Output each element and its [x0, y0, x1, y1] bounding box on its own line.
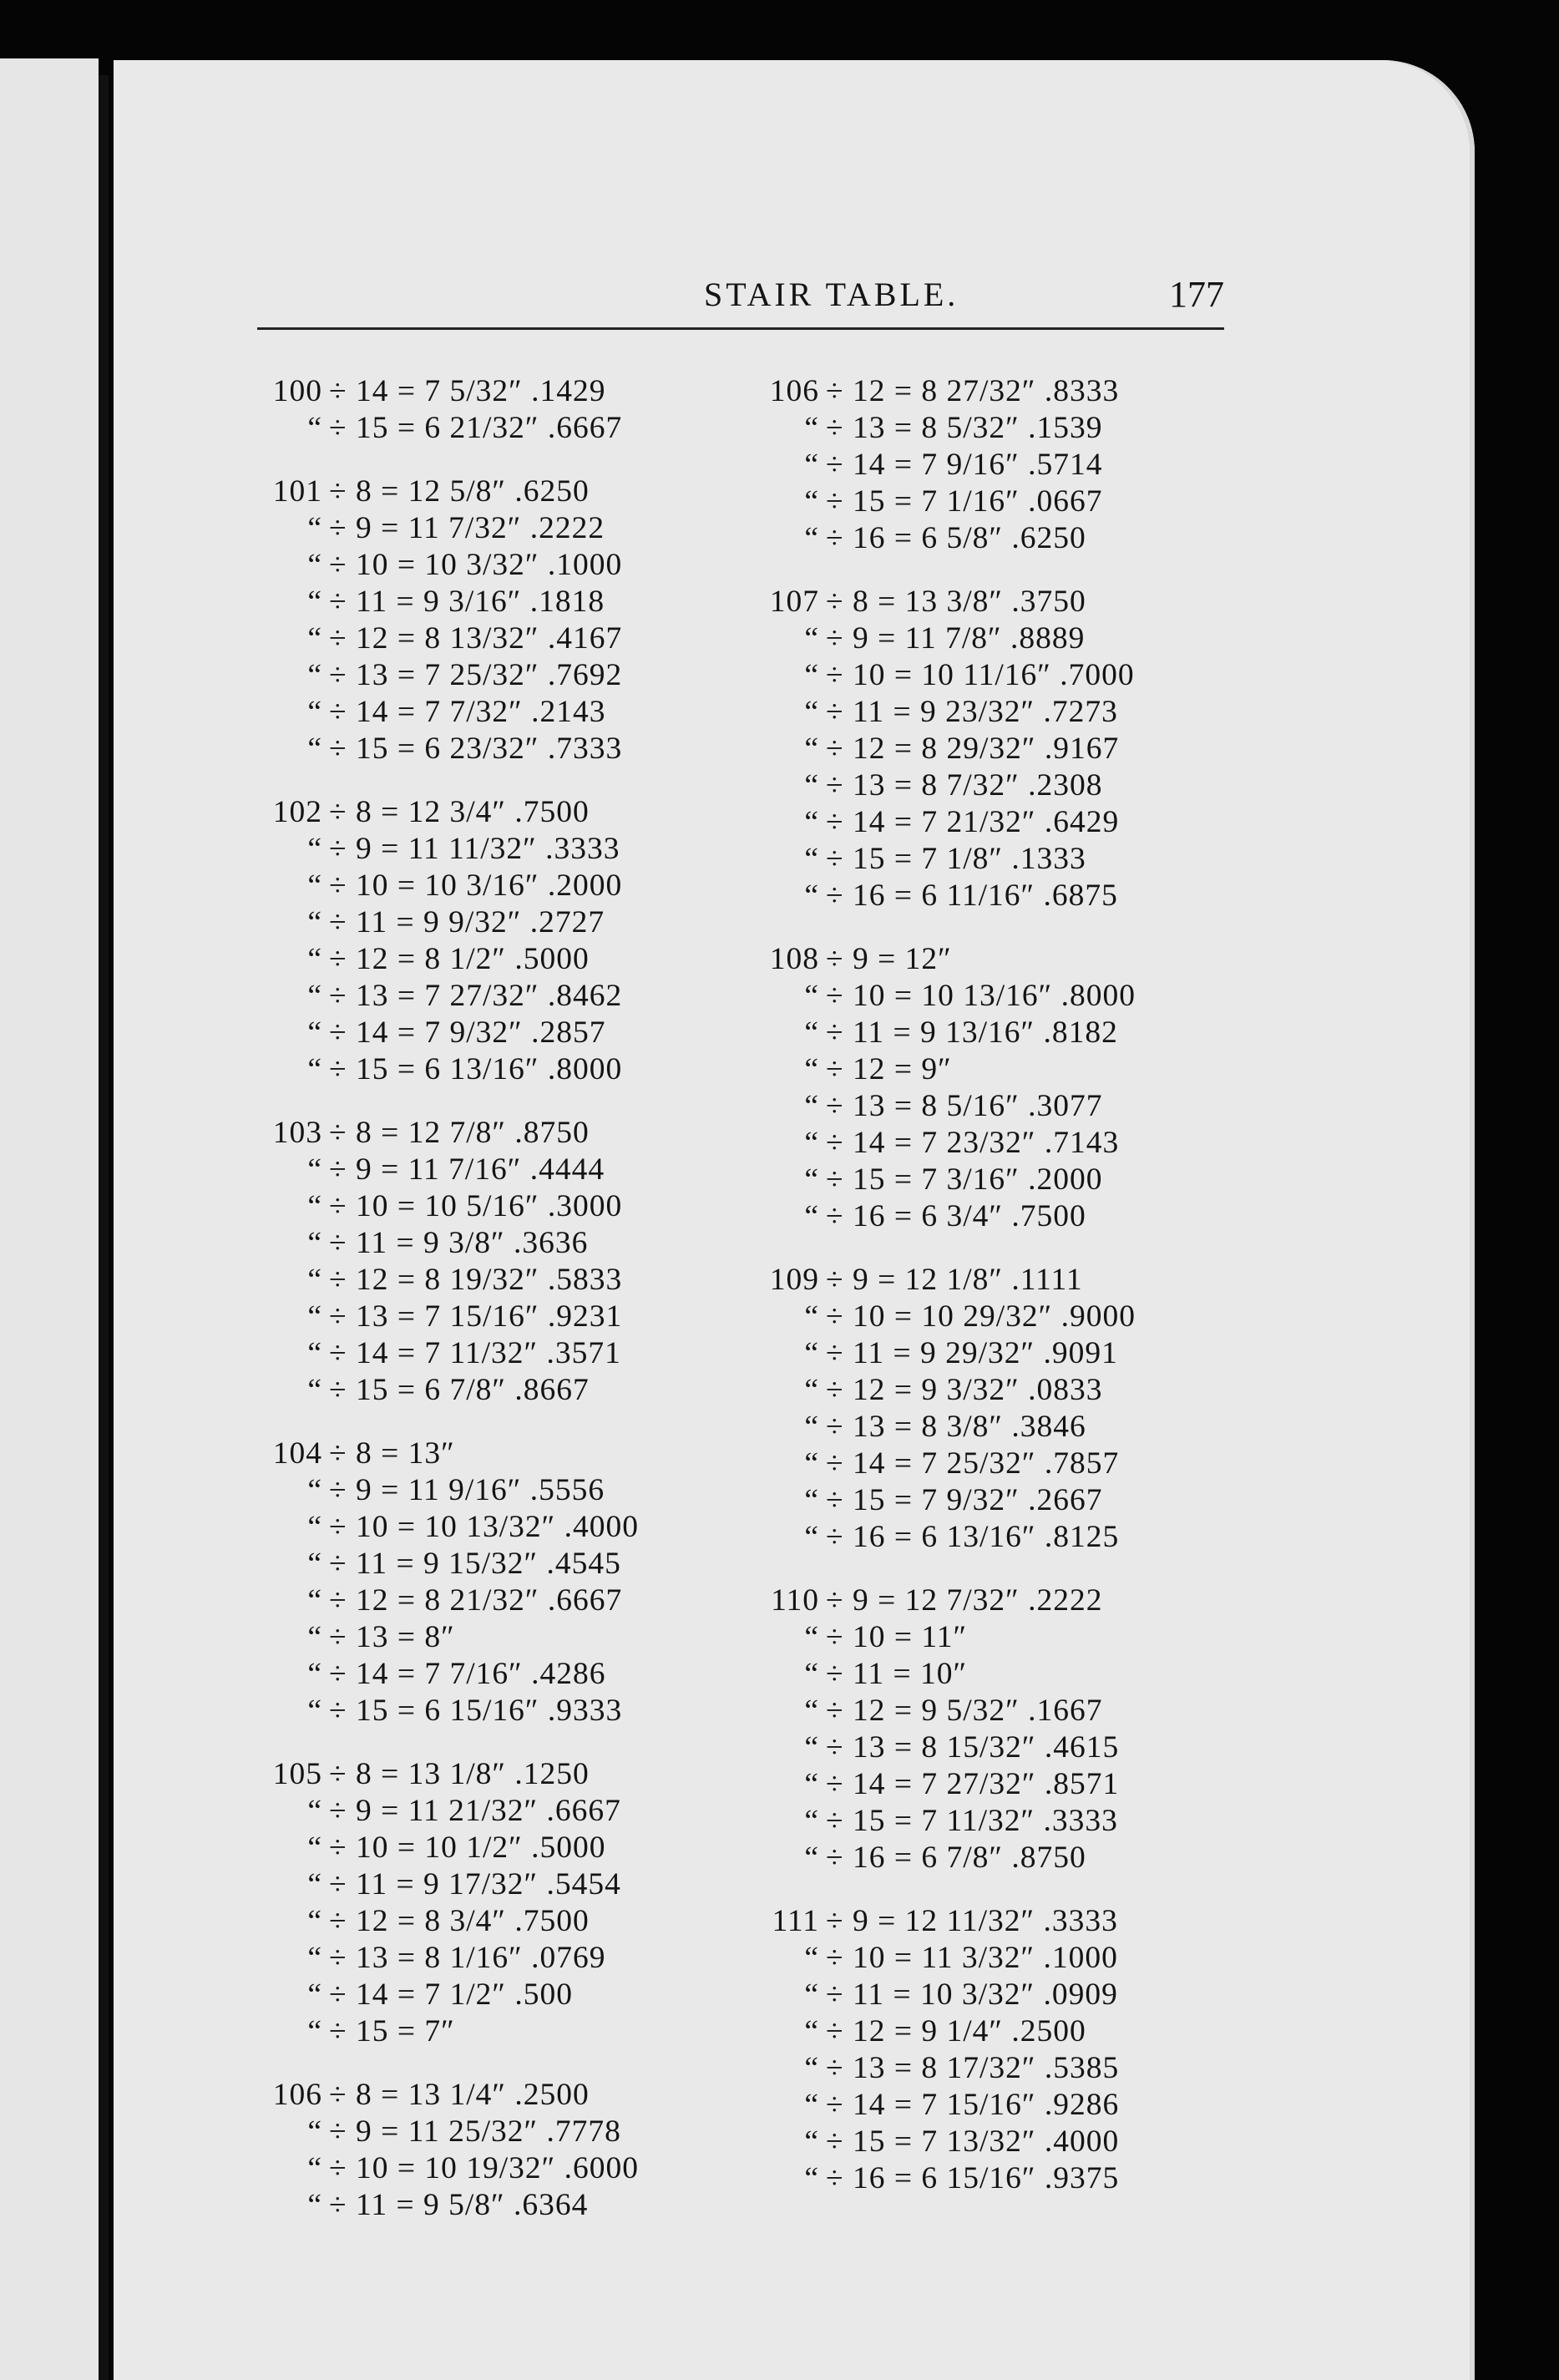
row-lead: “	[307, 1694, 322, 1728]
row-equation: ÷ 15 = 6 21/32″ .6667	[329, 411, 623, 445]
table-row	[257, 794, 767, 831]
row-equation: ÷ 14 = 7 25/32″ .7857	[826, 1446, 1120, 1481]
table-row	[257, 904, 767, 941]
page-number: 177	[1169, 274, 1224, 315]
row-equation: ÷ 9 = 12 7/32″ .2222	[826, 1583, 1103, 1618]
row-equation: ÷ 15 = 7 3/16″ .2000	[826, 1162, 1103, 1197]
table-row	[754, 2087, 1263, 2124]
row-lead: “	[307, 585, 322, 619]
row-equation: ÷ 9 = 11 11/32″ .3333	[329, 832, 620, 866]
row-lead: 105	[272, 1757, 322, 1791]
row-equation: ÷ 16 = 6 5/8″ .6250	[826, 521, 1086, 555]
table-row	[257, 1262, 767, 1299]
row-lead: “	[307, 1547, 322, 1581]
row-equation: ÷ 13 = 8 5/32″ .1539	[826, 411, 1103, 445]
table-group	[754, 584, 1263, 914]
table-row	[754, 373, 1263, 410]
table-row	[257, 1225, 767, 1262]
row-lead: “	[307, 1831, 322, 1865]
row-lead: “	[307, 658, 322, 692]
row-equation: ÷ 15 = 6 23/32″ .7333	[329, 732, 623, 766]
table-row	[754, 1088, 1263, 1125]
row-lead: 104	[272, 1436, 322, 1471]
table-row	[754, 447, 1263, 484]
row-equation: ÷ 14 = 7 7/16″ .4286	[329, 1657, 606, 1691]
row-equation: ÷ 10 = 10 29/32″ .9000	[826, 1299, 1136, 1334]
table-row	[257, 694, 767, 731]
row-lead: “	[804, 484, 819, 519]
row-equation: ÷ 10 = 10 1/2″ .5000	[329, 1831, 606, 1865]
row-lead: “	[804, 1336, 819, 1370]
row-lead: “	[804, 1730, 819, 1765]
row-equation: ÷ 9 = 12 11/32″ .3333	[826, 1904, 1118, 1938]
table-row	[754, 1766, 1263, 1803]
row-lead: 107	[769, 585, 819, 619]
row-lead: “	[804, 2051, 819, 2085]
previous-page-edge	[0, 58, 99, 2380]
row-lead: “	[804, 1804, 819, 1838]
row-lead: “	[804, 621, 819, 656]
table-row	[257, 1472, 767, 1509]
table-row	[257, 410, 767, 447]
row-equation: ÷ 11 = 9 17/32″ .5454	[329, 1867, 621, 1901]
table-row	[754, 1015, 1263, 1051]
row-lead: “	[804, 2124, 819, 2159]
row-lead: “	[804, 1483, 819, 1517]
row-equation: ÷ 10 = 10 19/32″ .6000	[329, 2151, 640, 2185]
row-equation: ÷ 13 = 8 17/32″ .5385	[826, 2051, 1120, 2085]
row-lead: “	[804, 1657, 819, 1691]
table-group	[754, 373, 1263, 557]
row-lead: “	[307, 511, 322, 545]
row-equation: ÷ 11 = 9 3/8″ .3636	[329, 1226, 589, 1260]
row-equation: ÷ 11 = 9 9/32″ .2727	[329, 905, 605, 939]
row-equation: ÷ 9 = 11 7/32″ .2222	[329, 511, 605, 545]
row-lead: “	[804, 448, 819, 482]
row-lead: 108	[769, 942, 819, 976]
row-lead: “	[804, 411, 819, 445]
running-title: STAIR TABLE.	[704, 276, 959, 313]
row-lead: 100	[272, 374, 322, 408]
row-equation: ÷ 10 = 11 3/32″ .1000	[826, 1941, 1118, 1975]
right-column	[754, 373, 1263, 2224]
row-equation: ÷ 12 = 8 21/32″ .6667	[329, 1583, 623, 1618]
table-row	[257, 1335, 767, 1372]
row-equation: ÷ 13 = 7 25/32″ .7692	[329, 658, 623, 692]
row-lead: “	[307, 1189, 322, 1223]
table-row	[754, 941, 1263, 978]
row-lead: 109	[769, 1263, 819, 1297]
row-equation: ÷ 9 = 11 7/8″ .8889	[826, 621, 1086, 656]
row-lead: “	[307, 1052, 322, 1086]
table-row	[754, 841, 1263, 878]
row-equation: ÷ 15 = 7 1/16″ .0667	[826, 484, 1103, 519]
row-lead: “	[307, 1620, 322, 1654]
table-row	[257, 1152, 767, 1188]
row-equation: ÷ 14 = 7 11/32″ .3571	[329, 1336, 621, 1370]
table-row	[257, 1372, 767, 1409]
row-equation: ÷ 12 = 8 19/32″ .5833	[329, 1263, 623, 1297]
header-rule	[257, 327, 1224, 330]
table-row	[754, 410, 1263, 447]
row-equation: ÷ 12 = 8 27/32″ .8333	[826, 374, 1120, 408]
row-lead: “	[307, 2014, 322, 2048]
row-lead: “	[307, 979, 322, 1013]
table-row	[257, 1656, 767, 1693]
row-equation: ÷ 13 = 7 15/16″ .9231	[329, 1299, 623, 1334]
row-equation: ÷ 11 = 9 13/16″ .8182	[826, 1015, 1118, 1050]
row-equation: ÷ 12 = 8 1/2″ .5000	[329, 942, 590, 976]
row-equation: ÷ 13 = 8 7/32″ .2308	[826, 768, 1103, 803]
row-lead: 110	[771, 1583, 819, 1618]
row-lead: “	[307, 732, 322, 766]
table-row	[257, 2150, 767, 2187]
row-equation: ÷ 15 = 6 7/8″ .8667	[329, 1373, 590, 1407]
row-lead: “	[307, 868, 322, 903]
table-row	[754, 1051, 1263, 1088]
table-row	[754, 1940, 1263, 1977]
table-row	[754, 1162, 1263, 1198]
row-lead: “	[804, 1410, 819, 1444]
table-row	[257, 2077, 767, 2114]
row-lead: “	[804, 1446, 819, 1481]
table-group	[257, 1115, 767, 1409]
row-lead: “	[307, 621, 322, 656]
row-lead: “	[804, 879, 819, 913]
row-equation: ÷ 12 = 9″	[826, 1052, 952, 1086]
row-lead: “	[804, 1089, 819, 1123]
table-row	[257, 941, 767, 978]
book-gutter	[99, 75, 109, 2380]
table-row	[754, 1372, 1263, 1409]
table-row	[754, 804, 1263, 841]
row-equation: ÷ 11 = 9 23/32″ .7273	[826, 695, 1118, 729]
row-lead: “	[804, 805, 819, 839]
row-equation: ÷ 8 = 12 5/8″ .6250	[329, 474, 590, 509]
row-equation: ÷ 14 = 7 1/2″ .500	[329, 1977, 574, 2012]
table-row	[257, 584, 767, 620]
row-equation: ÷ 14 = 7 5/32″ .1429	[329, 374, 606, 408]
book-page	[114, 60, 1475, 2380]
row-equation: ÷ 10 = 10 13/32″ .4000	[329, 1510, 640, 1544]
table-group	[257, 373, 767, 447]
row-equation: ÷ 14 = 7 23/32″ .7143	[826, 1126, 1120, 1160]
row-equation: ÷ 14 = 7 9/32″ .2857	[329, 1015, 606, 1050]
row-lead: “	[307, 2151, 322, 2185]
row-equation: ÷ 8 = 13 1/8″ .1250	[329, 1757, 590, 1791]
table-row	[257, 1015, 767, 1051]
table-row	[754, 1335, 1263, 1372]
row-equation: ÷ 10 = 10 5/16″ .3000	[329, 1189, 623, 1223]
table-row	[257, 2013, 767, 2050]
row-equation: ÷ 13 = 8 3/8″ .3846	[826, 1410, 1086, 1444]
row-equation: ÷ 9 = 11 7/16″ .4444	[329, 1152, 605, 1187]
row-lead: “	[804, 695, 819, 729]
row-lead: “	[804, 842, 819, 876]
row-equation: ÷ 15 = 7″	[329, 2014, 455, 2048]
row-equation: ÷ 16 = 6 15/16″ .9375	[826, 2161, 1120, 2195]
table-row	[257, 1940, 767, 1977]
row-lead: “	[307, 832, 322, 866]
row-lead: 106	[769, 374, 819, 408]
table-row	[754, 1299, 1263, 1335]
row-equation: ÷ 9 = 11 9/16″ .5556	[329, 1473, 605, 1507]
row-lead: “	[804, 1841, 819, 1875]
row-equation: ÷ 8 = 12 3/4″ .7500	[329, 795, 590, 829]
row-lead: “	[307, 411, 322, 445]
row-lead: “	[307, 1336, 322, 1370]
row-lead: “	[804, 1162, 819, 1197]
row-lead: “	[307, 695, 322, 729]
row-equation: ÷ 12 = 9 5/32″ .1667	[826, 1694, 1103, 1728]
row-equation: ÷ 8 = 12 7/8″ .8750	[329, 1116, 590, 1150]
row-lead: “	[804, 521, 819, 555]
row-lead: “	[307, 905, 322, 939]
row-lead: “	[307, 1904, 322, 1938]
row-equation: ÷ 12 = 8 13/32″ .4167	[329, 621, 623, 656]
table-row	[754, 1446, 1263, 1482]
row-lead: “	[307, 1867, 322, 1901]
table-row	[754, 584, 1263, 620]
row-equation: ÷ 8 = 13 3/8″ .3750	[826, 585, 1086, 619]
row-equation: ÷ 12 = 8 29/32″ .9167	[826, 732, 1120, 766]
row-equation: ÷ 9 = 11 21/32″ .6667	[329, 1794, 621, 1828]
table-row	[754, 2160, 1263, 2197]
row-equation: ÷ 16 = 6 7/8″ .8750	[826, 1841, 1086, 1875]
row-lead: “	[804, 1977, 819, 2012]
table-row	[257, 1436, 767, 1472]
table-row	[257, 868, 767, 904]
table-row	[754, 1729, 1263, 1766]
row-equation: ÷ 13 = 7 27/32″ .8462	[329, 979, 623, 1013]
table-row	[754, 1656, 1263, 1693]
table-row	[754, 1803, 1263, 1840]
table-row	[754, 2050, 1263, 2087]
table-row	[257, 373, 767, 410]
row-lead: “	[307, 1373, 322, 1407]
row-equation: ÷ 10 = 10 3/16″ .2000	[329, 868, 623, 903]
table-row	[257, 978, 767, 1015]
row-lead: “	[804, 732, 819, 766]
table-row	[257, 473, 767, 510]
table-row	[754, 1840, 1263, 1876]
row-equation: ÷ 14 = 7 15/16″ .9286	[826, 2088, 1120, 2122]
row-equation: ÷ 10 = 10 11/16″ .7000	[826, 658, 1135, 692]
table-row	[257, 620, 767, 657]
table-row	[257, 1903, 767, 1940]
row-lead: “	[307, 2188, 322, 2222]
row-lead: “	[804, 1373, 819, 1407]
row-lead: “	[307, 1657, 322, 1691]
table-row	[257, 2187, 767, 2224]
table-group	[754, 941, 1263, 1235]
row-lead: “	[804, 1520, 819, 1554]
table-group	[257, 473, 767, 767]
table-group	[257, 1436, 767, 1729]
row-lead: 101	[272, 474, 322, 509]
row-equation: ÷ 15 = 7 13/32″ .4000	[826, 2124, 1120, 2159]
row-equation: ÷ 15 = 7 11/32″ .3333	[826, 1804, 1118, 1838]
row-equation: ÷ 15 = 7 9/32″ .2667	[826, 1483, 1103, 1517]
table-row	[257, 1977, 767, 2013]
row-lead: 102	[272, 795, 322, 829]
row-lead: 103	[272, 1116, 322, 1150]
table-row	[754, 731, 1263, 767]
table-row	[257, 731, 767, 767]
table-group	[257, 2077, 767, 2224]
left-column	[257, 373, 767, 2251]
table-row	[257, 1830, 767, 1866]
table-row	[257, 1619, 767, 1656]
table-row	[257, 1188, 767, 1225]
page-content	[257, 60, 1475, 2380]
row-lead: “	[804, 1620, 819, 1654]
table-group	[754, 1582, 1263, 1876]
table-row	[754, 1619, 1263, 1656]
table-row	[754, 1262, 1263, 1299]
table-row	[257, 547, 767, 584]
row-lead: “	[307, 1015, 322, 1050]
table-row	[754, 657, 1263, 694]
row-equation: ÷ 8 = 13″	[329, 1436, 455, 1471]
row-equation: ÷ 9 = 11 25/32″ .7778	[329, 2114, 621, 2149]
row-equation: ÷ 13 = 8 15/32″ .4615	[826, 1730, 1120, 1765]
table-row	[257, 510, 767, 547]
table-row	[754, 1519, 1263, 1556]
table-row	[754, 484, 1263, 520]
table-row	[754, 520, 1263, 557]
row-equation: ÷ 13 = 8 1/16″ .0769	[329, 1941, 606, 1975]
table-row	[754, 2124, 1263, 2160]
table-row	[754, 2013, 1263, 2050]
row-equation: ÷ 8 = 13 1/4″ .2500	[329, 2078, 590, 2112]
table-row	[754, 978, 1263, 1015]
row-lead: “	[804, 2088, 819, 2122]
row-equation: ÷ 12 = 9 1/4″ .2500	[826, 2014, 1086, 2048]
table-row	[754, 694, 1263, 731]
row-equation: ÷ 9 = 12″	[826, 942, 952, 976]
table-row	[257, 1866, 767, 1903]
table-row	[257, 831, 767, 868]
row-equation: ÷ 15 = 6 15/16″ .9333	[329, 1694, 623, 1728]
table-row	[754, 1582, 1263, 1619]
row-equation: ÷ 15 = 7 1/8″ .1333	[826, 842, 1086, 876]
row-lead: “	[307, 1263, 322, 1297]
row-lead: “	[804, 658, 819, 692]
table-row	[257, 2114, 767, 2150]
row-lead: “	[804, 1126, 819, 1160]
row-lead: “	[804, 1199, 819, 1233]
row-lead: “	[307, 1583, 322, 1618]
table-row	[754, 1977, 1263, 2013]
row-equation: ÷ 16 = 6 3/4″ .7500	[826, 1199, 1086, 1233]
row-lead: “	[307, 1794, 322, 1828]
row-lead: “	[307, 1299, 322, 1334]
table-group	[257, 794, 767, 1088]
table-row	[754, 620, 1263, 657]
row-equation: ÷ 12 = 8 3/4″ .7500	[329, 1904, 590, 1938]
table-row	[257, 1793, 767, 1830]
row-lead: “	[307, 1510, 322, 1544]
row-equation: ÷ 13 = 8″	[329, 1620, 455, 1654]
row-equation: ÷ 9 = 12 1/8″ .1111	[826, 1263, 1083, 1297]
row-lead: 106	[272, 2078, 322, 2112]
row-lead: “	[804, 1694, 819, 1728]
row-lead: “	[307, 942, 322, 976]
table-row	[754, 1409, 1263, 1446]
table-row	[754, 767, 1263, 804]
row-lead: “	[804, 768, 819, 803]
table-group	[257, 1756, 767, 2050]
row-equation: ÷ 10 = 11″	[826, 1620, 968, 1654]
row-equation: ÷ 14 = 7 21/32″ .6429	[826, 805, 1120, 839]
table-group	[754, 1262, 1263, 1556]
table-row	[257, 1756, 767, 1793]
row-equation: ÷ 13 = 8 5/16″ .3077	[826, 1089, 1103, 1123]
row-lead: “	[307, 1473, 322, 1507]
row-equation: ÷ 11 = 9 3/16″ .1818	[329, 585, 605, 619]
table-row	[754, 1693, 1263, 1729]
table-row	[257, 1693, 767, 1729]
row-equation: ÷ 10 = 10 3/32″ .1000	[329, 548, 623, 582]
row-equation: ÷ 11 = 9 29/32″ .9091	[826, 1336, 1118, 1370]
row-lead: “	[804, 2014, 819, 2048]
row-equation: ÷ 14 = 7 9/16″ .5714	[826, 448, 1103, 482]
row-equation: ÷ 11 = 9 5/8″ .6364	[329, 2188, 589, 2222]
row-lead: “	[307, 1977, 322, 2012]
row-equation: ÷ 12 = 9 3/32″ .0833	[826, 1373, 1103, 1407]
row-lead: “	[804, 979, 819, 1013]
table-row	[754, 1198, 1263, 1235]
row-equation: ÷ 16 = 6 11/16″ .6875	[826, 879, 1118, 913]
row-lead: “	[804, 1941, 819, 1975]
row-equation: ÷ 15 = 6 13/16″ .8000	[329, 1052, 623, 1086]
table-group	[754, 1903, 1263, 2197]
row-lead: “	[307, 1941, 322, 1975]
running-head	[257, 248, 1224, 323]
row-equation: ÷ 10 = 10 13/16″ .8000	[826, 979, 1136, 1013]
row-lead: “	[804, 1052, 819, 1086]
row-lead: “	[804, 1767, 819, 1801]
table-row	[257, 1582, 767, 1619]
row-equation: ÷ 14 = 7 7/32″ .2143	[329, 695, 606, 729]
table-row	[257, 1299, 767, 1335]
row-lead: 111	[772, 1904, 819, 1938]
table-row	[754, 1482, 1263, 1519]
row-equation: ÷ 14 = 7 27/32″ .8571	[826, 1767, 1120, 1801]
row-equation: ÷ 11 = 10 3/32″ .0909	[826, 1977, 1118, 2012]
row-lead: “	[804, 1299, 819, 1334]
table-row	[257, 1546, 767, 1582]
row-lead: “	[307, 2114, 322, 2149]
table-row	[257, 1509, 767, 1546]
table-row	[754, 878, 1263, 914]
row-equation: ÷ 16 = 6 13/16″ .8125	[826, 1520, 1120, 1554]
row-lead: “	[307, 1226, 322, 1260]
table-row	[754, 1125, 1263, 1162]
table-row	[257, 1051, 767, 1088]
table-row	[257, 1115, 767, 1152]
row-equation: ÷ 11 = 9 15/32″ .4545	[329, 1547, 621, 1581]
table-row	[257, 657, 767, 694]
table-row	[754, 1903, 1263, 1940]
row-lead: “	[307, 548, 322, 582]
row-lead: “	[804, 1015, 819, 1050]
row-lead: “	[804, 2161, 819, 2195]
row-equation: ÷ 11 = 10″	[826, 1657, 968, 1691]
row-lead: “	[307, 1152, 322, 1187]
